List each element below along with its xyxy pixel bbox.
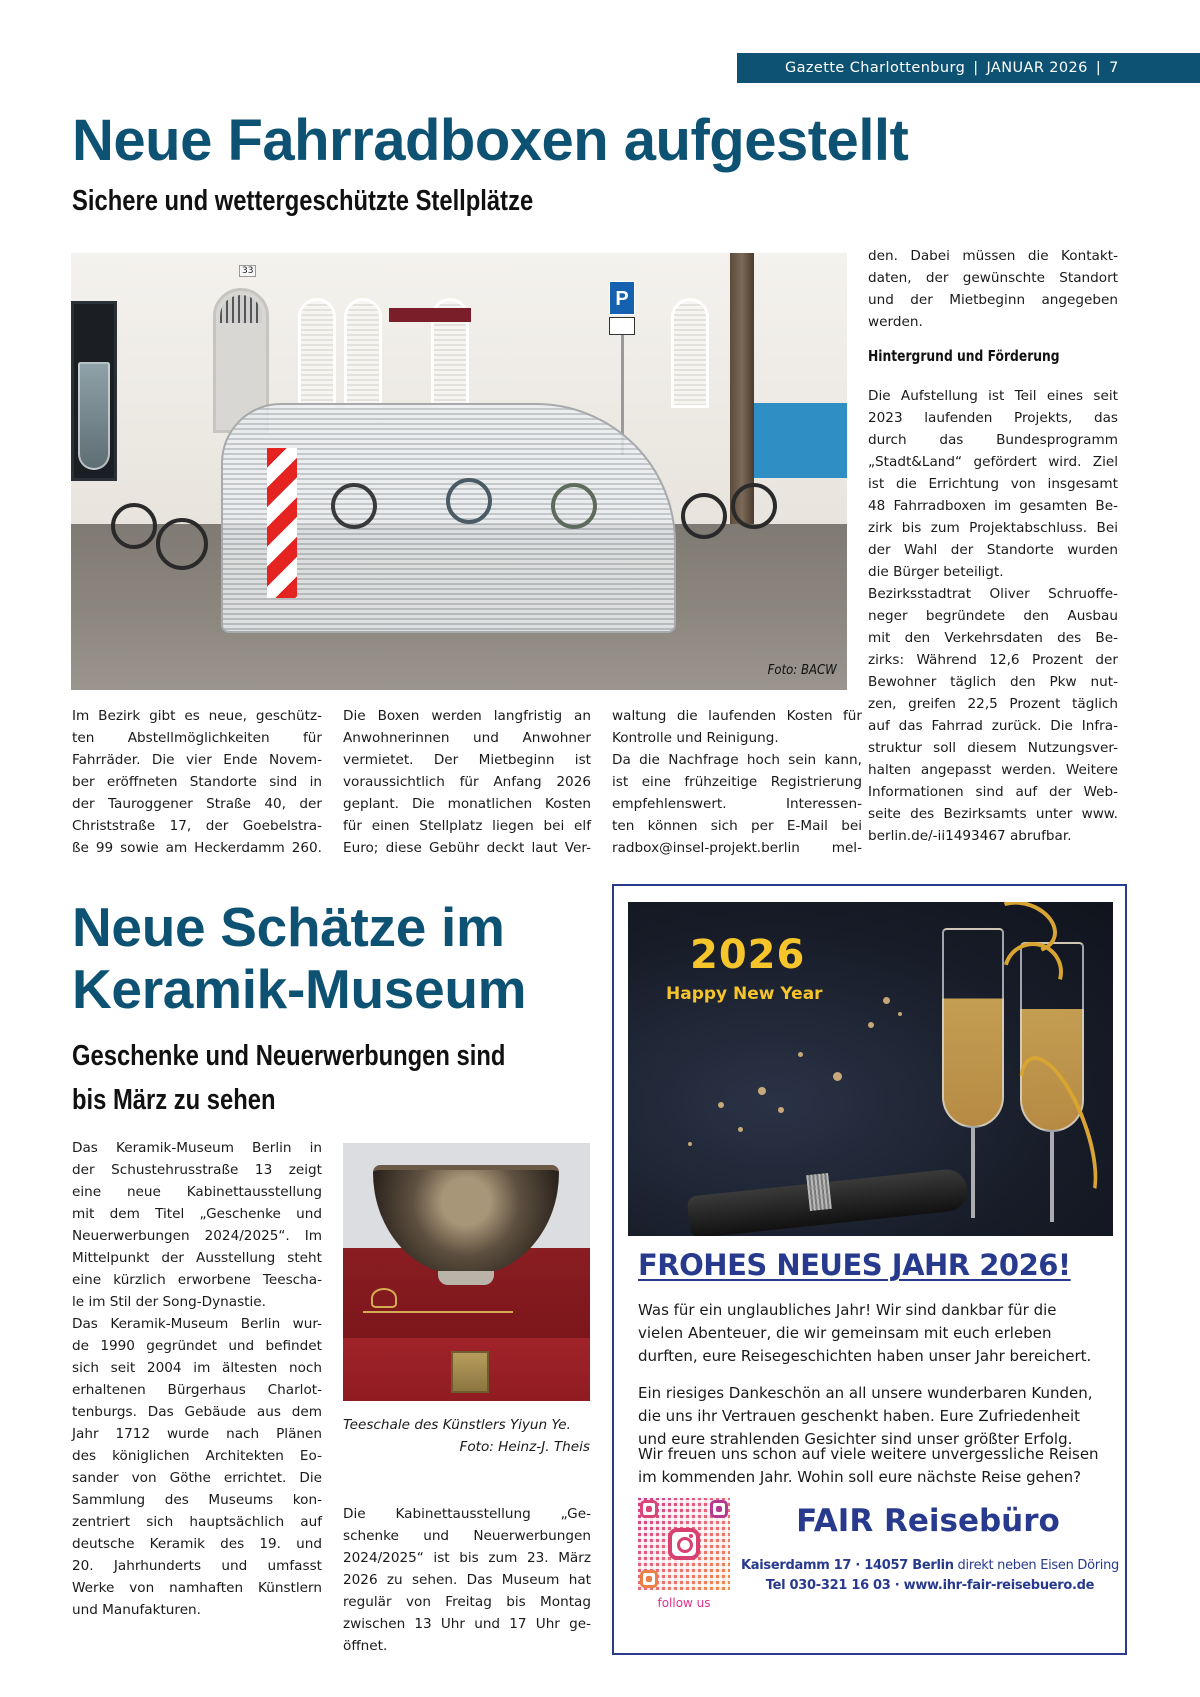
section-heading: Hintergrund und Förderung <box>868 347 1060 365</box>
text-line: Anwohnerinnen und Anwohner <box>343 730 591 746</box>
bokeh-light <box>898 1012 902 1016</box>
text-line: zirks: Während 12,6 Prozent der <box>868 652 1118 668</box>
article-subtitle <box>72 1034 505 1122</box>
text-line: den. Dabei müssen die Kontakt- <box>868 248 1118 264</box>
gold-ribbon <box>1002 1047 1113 1218</box>
ad-paragraph <box>638 1299 1108 1368</box>
bokeh-light <box>778 1107 784 1113</box>
ad-headline: FROHES NEUES JAHR 2026! <box>638 1248 1071 1282</box>
text-line: und der Mietbeginn angegeben <box>868 292 1118 308</box>
text-line: daten, der gewünschte Standort <box>868 270 1118 286</box>
text-line: ber eröffneten Standorte sind in <box>72 774 322 790</box>
text-line: waltung die laufenden Kosten für <box>612 708 862 724</box>
text-line: eine neue Kabinettausstellung <box>72 1184 322 1200</box>
text-line: zentriert sich hauptsächlich auf <box>72 1514 322 1530</box>
ad-paragraph <box>638 1443 1108 1489</box>
text-line: seite des Bezirksamts unter www. <box>868 806 1118 822</box>
text-line: eine kürzlich erworbene Teescha- <box>72 1272 322 1288</box>
header-separator: | <box>973 60 979 76</box>
bicycle-wheel <box>551 483 597 529</box>
text-line: geplant. Die monatlichen Kosten <box>343 796 591 812</box>
bicycle-wheel <box>156 518 208 570</box>
text-line: Die Boxen werden langfristig an <box>343 708 591 724</box>
article-column-2 <box>343 1503 591 1657</box>
text-line: für einen Stellplatz liegen bei elf <box>343 818 591 834</box>
article-column-3 <box>612 705 862 859</box>
arched-window <box>671 298 709 408</box>
text-line: de 1990 gegründet und befindet <box>72 1338 322 1354</box>
text-line: werden. <box>868 314 923 330</box>
article-subtitle: Sichere und wettergeschützte Stellplätze <box>72 185 534 217</box>
text-line: radbox@insel-projekt.berlin mel- <box>612 840 862 856</box>
bicycle-wheel <box>681 493 727 539</box>
year-text: 2026 <box>690 932 806 978</box>
text-line: Das Keramik-Museum Berlin wur- <box>72 1316 322 1332</box>
bicycle-wheel <box>111 503 157 549</box>
article-title <box>72 896 526 1020</box>
gold-inscription <box>363 1311 513 1313</box>
address-note: direkt neben Eisen Döring <box>953 1558 1119 1573</box>
text-line: „Stadt&Land“ gefördert wird. Ziel <box>868 454 1118 470</box>
text-line: vielen Abenteuer, die wir gemeinsam mit euch erleben <box>638 1324 1052 1342</box>
text-line: Im Bezirk gibt es neue, geschütz- <box>72 708 322 724</box>
text-line: halten angepasst werden. Weitere <box>868 762 1118 778</box>
text-line: 48 Fahrradboxen im gesamten Be- <box>868 498 1118 514</box>
text-line: sander von Göthe errichtet. Die <box>72 1470 322 1486</box>
arched-window <box>298 298 336 408</box>
gold-emblem <box>371 1288 397 1308</box>
text-line: le im Stil der Song-Dynastie. <box>72 1294 266 1310</box>
brand-name: FAIR Reisebüro <box>796 1503 1060 1539</box>
new-year-image <box>628 902 1113 1236</box>
text-line: deutsche Keramik des 19. und <box>72 1536 322 1552</box>
text-line: Da die Nachfrage hoch sein kann, <box>612 752 862 768</box>
bicycle-wheel <box>731 483 777 529</box>
issue-date: JANUAR 2026 <box>986 60 1088 76</box>
text-line: ten können sich per E-Mail bei <box>612 818 862 834</box>
text-line: auf das Fahrrad zurück. Die Infra- <box>868 718 1118 734</box>
text-line: Was für ein unglaubliches Jahr! Wir sind dankbar für die <box>638 1301 1057 1319</box>
bicycle-wheel <box>446 478 492 524</box>
text-line: Ein riesiges Dankeschön an all unsere wunderbaren Kunden, <box>638 1384 1093 1402</box>
text-line: Fahrräder. Die vier Ende Novem- <box>72 752 322 768</box>
utility-box <box>754 403 847 478</box>
text-line: die Bürger beteiligt. <box>868 564 1004 580</box>
qr-finder <box>640 1500 658 1518</box>
text-line: regulär von Freitag bis Montag <box>343 1594 591 1610</box>
text-line: Wir freuen uns schon auf viele weitere unvergessliche Reisen <box>638 1445 1099 1463</box>
text-line: Bezirksstadtrat Oliver Schruoffe- <box>868 586 1118 602</box>
text-line: der Wahl der Standorte wurden <box>868 542 1118 558</box>
text-line: Euro; diese Gebühr deckt laut Ver- <box>343 840 591 856</box>
article-title: Neue Fahrradboxen aufgestellt <box>72 108 909 173</box>
arched-window <box>344 298 382 408</box>
text-line: neger begründete den Ausbau <box>868 608 1118 624</box>
text-line: tenburgs. Das Gebäude aus dem <box>72 1404 322 1420</box>
phone-website: Tel 030-321 16 03 · www.ihr-fair-reisebuero.de <box>765 1578 1095 1593</box>
article-column-1 <box>72 1137 322 1621</box>
photo-credit: Foto: Heinz-J. Theis <box>459 1439 590 1455</box>
photo-credit: Foto: BACW <box>767 663 837 678</box>
storefront <box>71 301 117 481</box>
text-line: öffnet. <box>343 1638 388 1654</box>
text-line: ße 99 sowie am Heckerdamm 260. <box>72 840 322 856</box>
qr-finder <box>640 1570 658 1588</box>
text-line: Werke von namhaften Künstlern <box>72 1580 322 1596</box>
parking-sign-icon: P <box>609 281 635 315</box>
tea-bowl-foot <box>438 1271 494 1285</box>
bokeh-light <box>758 1087 766 1095</box>
text-line: ist eine frühzeitige Registrierung <box>612 774 862 790</box>
warning-stripe-panel <box>267 448 297 598</box>
text-line: der Schustehrusstraße 13 zeigt <box>72 1162 322 1178</box>
text-line: Mittelpunkt der Ausstellung steht <box>72 1250 322 1266</box>
photo-caption <box>343 1414 590 1458</box>
text-line: Bewohner täglich den Pkw nut- <box>868 674 1118 690</box>
address-line <box>738 1556 1122 1576</box>
bottle-foil <box>806 1173 832 1211</box>
text-line: voraussichtlich für Anfang 2026 <box>343 774 591 790</box>
publication-name: Gazette Charlottenburg <box>785 60 966 76</box>
text-line: ist die Errichtung von insgesamt <box>868 476 1118 492</box>
bokeh-light <box>738 1127 743 1132</box>
text-line: ten Abstellmöglichkeiten für <box>72 730 322 746</box>
bicycle-sign-icon <box>609 317 635 335</box>
article-column-4-top <box>868 245 1118 333</box>
text-line: durften, eure Reisegeschichten haben unser Jahr bereichert. <box>638 1347 1092 1365</box>
advertisement <box>612 884 1127 1655</box>
qr-finder <box>710 1500 728 1518</box>
bokeh-light <box>798 1052 803 1057</box>
text-line: zirk bis zum Projektabschluss. Bei <box>868 520 1118 536</box>
follow-us-label: follow us <box>657 1596 711 1610</box>
caption-text: Teeschale des Künstlers Yiyun Ye. <box>343 1417 571 1433</box>
address: Kaiserdamm 17 · 14057 Berlin <box>741 1558 954 1573</box>
text-line: sich seit 2004 im ältesten noch <box>72 1360 322 1376</box>
instagram-icon <box>668 1528 700 1560</box>
text-line: erhaltenen Bürgerhaus Charlot- <box>72 1382 322 1398</box>
text-line: schenke und Neuerwerbungen <box>343 1528 591 1544</box>
text-line: Kontrolle und Reinigung. <box>612 730 779 746</box>
page-header <box>737 53 1200 83</box>
text-line: Jahr 1712 wurde nach Plänen <box>72 1426 322 1442</box>
awning <box>389 308 471 322</box>
text-line: Die Aufstellung ist Teil eines seit <box>868 388 1118 404</box>
qr-code[interactable] <box>638 1498 730 1590</box>
text-line: Die Kabinettausstellung „Ge- <box>343 1506 591 1522</box>
text-line: die uns ihr Vertrauen geschenkt haben. Eure Zufriedenheit <box>638 1407 1081 1425</box>
header-separator: | <box>1095 60 1102 76</box>
text-line: Das Keramik-Museum Berlin in <box>72 1140 322 1156</box>
text-line: 20. Jahrhunderts und umfasst <box>72 1558 322 1574</box>
text-line: zwischen 13 Uhr und 17 Uhr ge- <box>343 1616 591 1632</box>
bike-box-photo <box>71 253 847 690</box>
bokeh-light <box>833 1072 842 1081</box>
text-line: der Tauroggener Straße 40, der <box>72 796 322 812</box>
article-column-2 <box>343 705 591 859</box>
text-line: Informationen sind auf der Web- <box>868 784 1118 800</box>
text-line: und Manufakturen. <box>72 1602 201 1618</box>
article-column-4-body <box>868 385 1118 847</box>
page-number: 7 <box>1109 60 1119 76</box>
contact-info <box>738 1556 1122 1596</box>
text-line: 2026 zu sehen. Das Museum hat <box>343 1572 591 1588</box>
bicycle-wheel <box>331 483 377 529</box>
text-line: des königlichen Architekten Eo- <box>72 1448 322 1464</box>
house-number-sign: 33 <box>239 265 256 277</box>
text-line: mit den Verkehrsdaten des Be- <box>868 630 1118 646</box>
subtitle-line: bis März zu sehen <box>72 1084 276 1116</box>
text-line: 2024/2025“ ist bis zum 23. März <box>343 1550 591 1566</box>
text-line: durch das Bundesprogramm <box>868 432 1118 448</box>
ad-paragraph <box>638 1382 1108 1451</box>
text-line: vermietet. Der Mietbeginn ist <box>343 752 591 768</box>
text-line: Christstraße 17, der Goebelstra- <box>72 818 322 834</box>
text-line: Neuerwerbungen 2024/2025“. Im <box>72 1228 322 1244</box>
text-line: mit dem Titel „Geschenke und <box>72 1206 322 1222</box>
title-line: Neue Schätze im <box>72 896 505 958</box>
text-line: im kommenden Jahr. Wohin soll eure nächste Reise gehen? <box>638 1468 1082 1486</box>
title-line: Keramik-Museum <box>72 958 527 1020</box>
text-line: und eure strahlenden Gesichter sind unser größter Erfolg. <box>638 1430 1073 1448</box>
bokeh-light <box>868 1022 874 1028</box>
text-line: empfehlenswert. Interessen- <box>612 796 862 812</box>
article-column-1 <box>72 705 322 859</box>
text-line: zen, greifen 22,5 Prozent täglich <box>868 696 1118 712</box>
text-line: struktur soll diesem Nutzungsver- <box>868 740 1118 756</box>
champagne-glass <box>942 928 1004 1128</box>
tea-bowl-photo <box>343 1143 590 1401</box>
glass-stem <box>971 1128 975 1218</box>
text-line: 2023 laufenden Projekts, das <box>868 410 1118 426</box>
greeting-text: Happy New Year <box>666 984 823 1004</box>
text-line: Sammlung des Museums kon- <box>72 1492 322 1508</box>
bokeh-light <box>883 997 890 1004</box>
text-line: berlin.de/-ii1493467 abrufbar. <box>868 828 1072 844</box>
box-clasp <box>451 1351 489 1393</box>
bokeh-light <box>718 1102 724 1108</box>
bokeh-light <box>688 1142 692 1146</box>
subtitle-line: Geschenke und Neuerwerbungen sind <box>72 1040 506 1072</box>
